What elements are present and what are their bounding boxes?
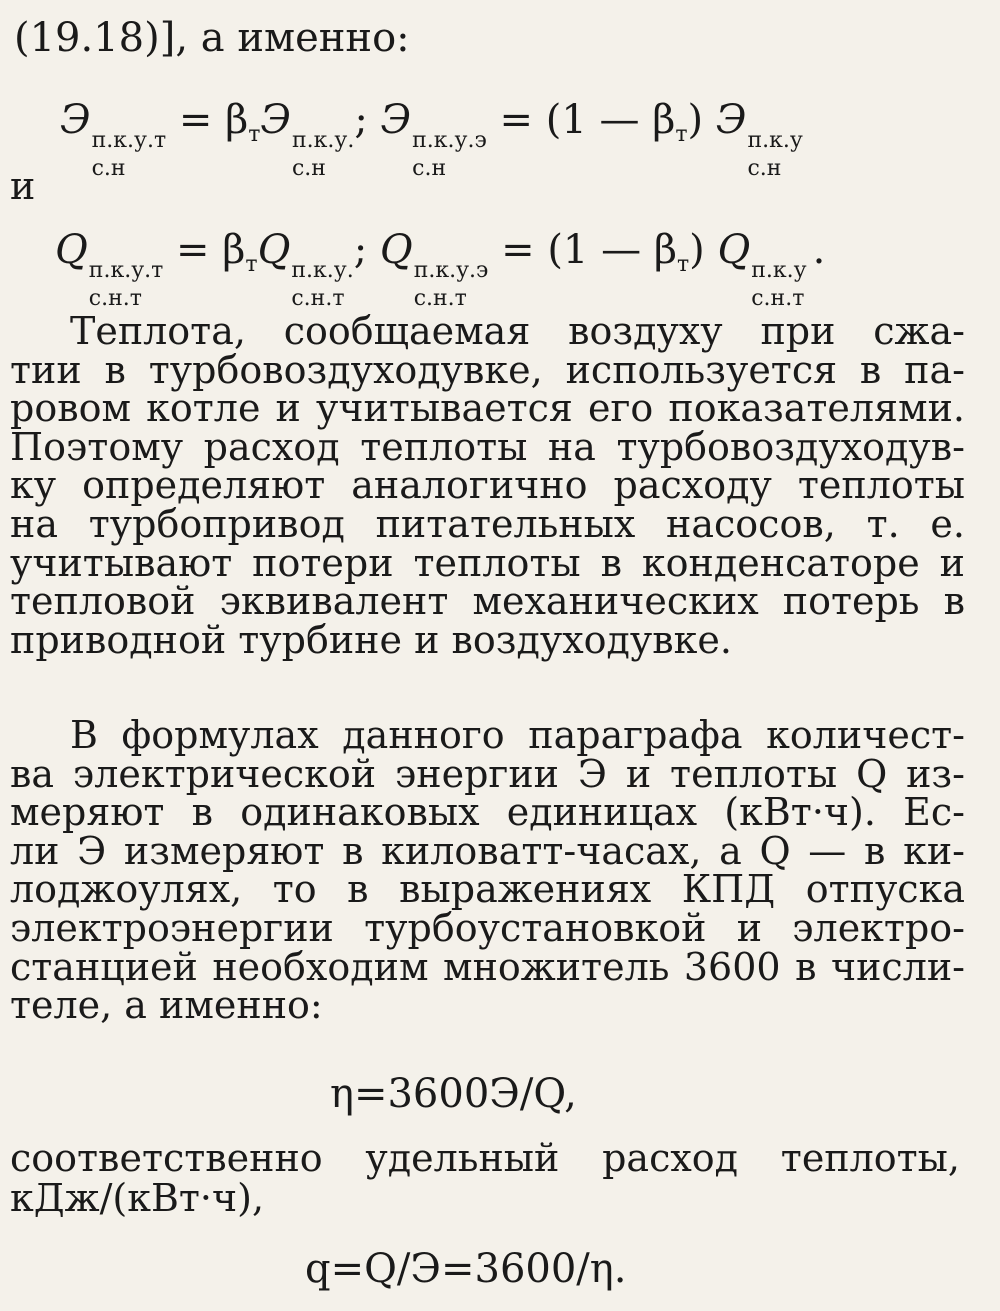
subscript: с.н — [91, 156, 126, 181]
text-line: ва электрической энергии Э и теплоты Q из- — [10, 751, 965, 796]
subscript: т — [248, 122, 261, 147]
formula-electric-energy — [60, 96, 803, 179]
operator: = (1 — — [488, 227, 654, 273]
beta-symbol: β — [225, 97, 249, 143]
operator: = (1 — — [486, 97, 653, 143]
text-line: приводной турбине и воздуходувке. — [10, 617, 732, 662]
superscript: п.к.у.э — [413, 258, 489, 283]
text-line: ровом котле и учитывается его показателями. — [10, 386, 965, 431]
text-line: ли Э измеряют в киловатт-часах, а Q — в ки- — [10, 828, 965, 873]
subscript: с.н — [291, 156, 326, 181]
subscript: с.н.т — [291, 286, 345, 311]
period: . — [812, 227, 826, 273]
formula-symbol: Q — [379, 227, 413, 273]
text-line: тии в турбовоздуходувке, используется в па- — [10, 347, 965, 392]
superscript: п.к.у — [751, 258, 807, 283]
separator: ; — [353, 227, 380, 273]
superscript: п.к.у.э — [412, 128, 487, 153]
operator: = — [163, 227, 223, 273]
formula-efficiency: η=3600Э/Q, — [330, 1071, 577, 1117]
subscript: с.н.т — [413, 286, 467, 311]
superscript: п.к.у.т — [88, 258, 164, 283]
text-line: меряют в одинаковых единицах (кВт·ч). Ес- — [10, 790, 965, 835]
subscript: с.н — [412, 156, 447, 181]
text-line: станцией необходим множитель 3600 в числи- — [10, 944, 965, 989]
text-line: Поэтому расход теплоты на турбовоздуходув- — [10, 424, 965, 469]
operator: ) — [689, 227, 718, 273]
subscript: с.н — [747, 156, 782, 181]
text-line: В формулах данного параграфа количест- — [70, 713, 965, 757]
formula-symbol: Э — [380, 97, 412, 143]
separator: ; — [354, 97, 381, 143]
text-line: ку определяют аналогично расходу теплоты — [10, 463, 965, 508]
paragraph-units — [10, 713, 965, 1028]
paragraph-heat-rate — [10, 1138, 960, 1218]
formula-symbol: Э — [60, 97, 91, 143]
text-line: тепловой эквивалент механических потерь в — [10, 579, 965, 624]
formula-symbol: Э — [260, 97, 291, 143]
subscript: т — [676, 252, 690, 277]
formula-specific-heat-rate: q=Q/Э=3600/η. — [305, 1246, 627, 1292]
superscript: п.к.у. — [291, 128, 355, 153]
formula-symbol: Э — [715, 97, 747, 143]
beta-symbol: β — [653, 227, 677, 273]
subscript: с.н.т — [751, 286, 805, 311]
beta-symbol: β — [652, 97, 676, 143]
superscript: п.к.у — [747, 128, 803, 153]
operator: ) — [687, 97, 716, 143]
intro-text: (19.18)], а именно: — [14, 15, 410, 61]
formula-symbol: Q — [717, 227, 751, 273]
text-line: кДж/(кВт·ч), — [10, 1176, 265, 1220]
superscript: п.к.у. — [291, 258, 354, 283]
text-line: учитывают потери теплоты в конденсаторе и — [10, 540, 965, 585]
text-line: соответственно удельный расход теплоты, — [10, 1136, 960, 1180]
text-line: теле, а именно: — [10, 983, 323, 1028]
beta-symbol: β — [222, 227, 246, 273]
text-line: на турбопривод питательных насосов, т. е. — [10, 501, 965, 546]
formula-symbol: Q — [55, 227, 88, 273]
superscript: п.к.у.т — [91, 128, 167, 153]
operator: = — [166, 97, 226, 143]
text-line: лоджоулях, то в выражениях КПД отпуска — [10, 867, 965, 912]
paragraph-heat-compression — [10, 309, 965, 662]
conjunction-text: и — [10, 164, 36, 208]
formula-symbol: Q — [257, 227, 291, 273]
subscript: т — [675, 122, 688, 147]
text-line: Теплота, сообщаемая воздуху при сжа- — [70, 309, 965, 353]
subscript: с.н.т — [88, 286, 142, 311]
text-line: электроэнергии турбоустановкой и электро- — [10, 905, 965, 950]
formula-heat — [55, 226, 825, 309]
subscript: т — [245, 252, 258, 277]
